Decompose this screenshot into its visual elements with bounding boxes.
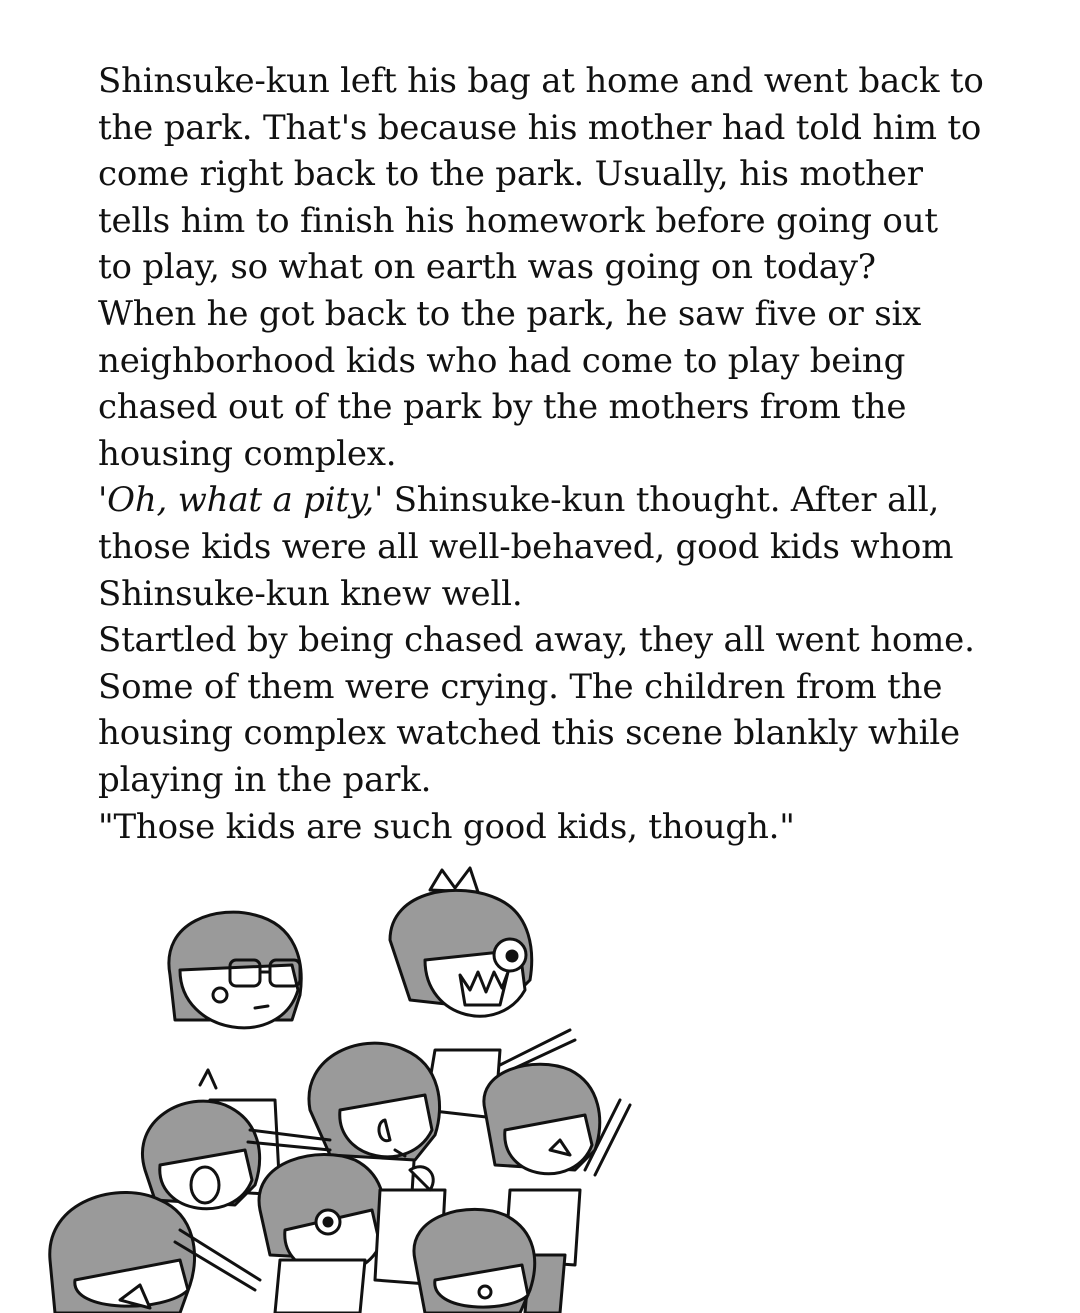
text-line: "Those kids are such good kids, though." <box>98 806 795 847</box>
paragraph-1 <box>98 58 998 291</box>
text-line: tells him to finish his homework before going out <box>98 200 938 241</box>
text-line: the park. That's because his mother had told him to <box>98 107 982 148</box>
text-line: come right back to the park. Usually, his mother <box>98 154 923 195</box>
kid-bottom-left <box>50 1193 260 1313</box>
text-line <box>98 477 998 524</box>
paragraph-3 <box>98 477 998 617</box>
text-line: housing complex. <box>98 433 397 474</box>
paragraph-2 <box>98 291 998 477</box>
text-line: Startled by being chased away, they all went home. <box>98 620 975 661</box>
paragraph-5 <box>98 804 998 851</box>
text-line: those kids were all well-behaved, good kids whom <box>98 526 954 567</box>
text-line: chased out of the park by the mothers from the <box>98 387 907 428</box>
story-text <box>98 58 998 850</box>
text-line: Shinsuke-kun left his bag at home and went back to <box>98 61 984 101</box>
text-line: playing in the park. <box>98 759 432 800</box>
kid-bottom-right <box>414 1209 535 1313</box>
text-line: to play, so what on earth was going on today? <box>98 247 876 288</box>
text-line: Some of them were crying. The children from the <box>98 666 943 707</box>
thought-quote: 'Oh, what a pity,' <box>98 480 384 521</box>
text-line: When he got back to the park, he saw five or six <box>98 293 922 334</box>
paragraph-4 <box>98 617 998 803</box>
thought-rest: Shinsuke-kun thought. After all, <box>383 480 940 521</box>
text-line: neighborhood kids who had come to play being <box>98 340 906 381</box>
text-line: Shinsuke-kun knew well. <box>98 573 523 614</box>
children-drawing <box>30 860 670 1313</box>
text-line: housing complex watched this scene blankly while <box>98 713 960 754</box>
children-illustration <box>30 860 670 1313</box>
